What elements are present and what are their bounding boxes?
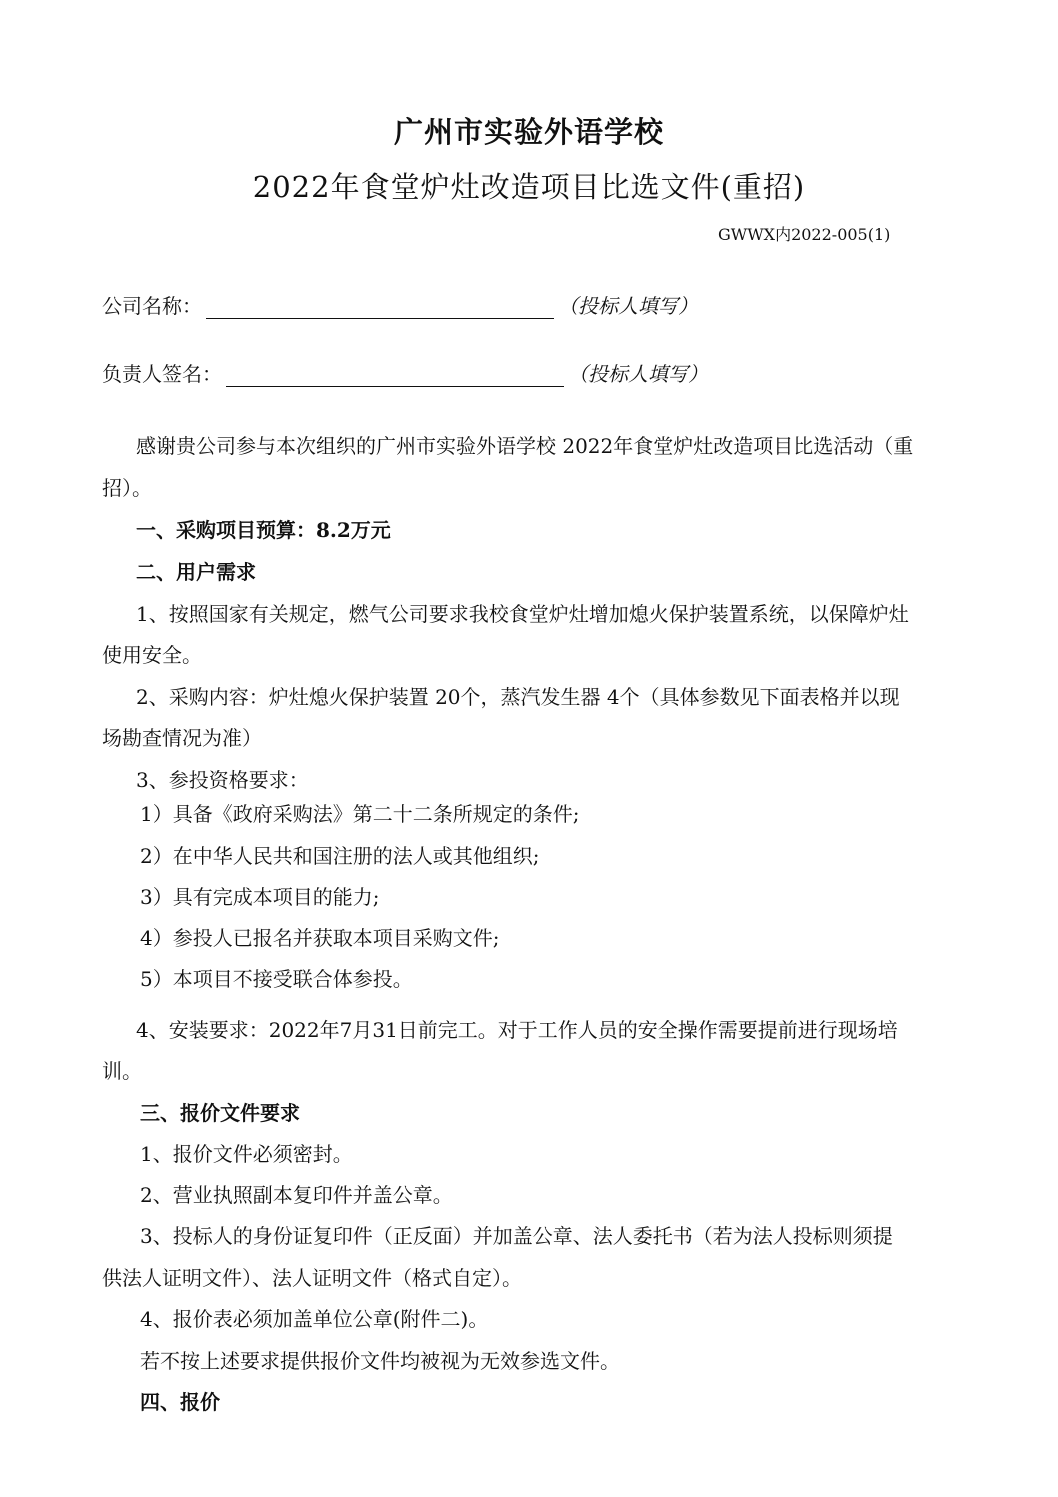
requirement-3-heading: 3、参投资格要求： xyxy=(136,768,309,792)
qualification-item-3: 3）具有完成本项目的能力; xyxy=(140,885,380,909)
section-budget-heading: 一、采购项目预算：8.2万元 xyxy=(136,518,391,542)
quote-doc-item-2: 2、营业执照副本复印件并盖公章。 xyxy=(140,1183,453,1207)
qualification-item-2: 2）在中华人民共和国注册的法人或其他组织; xyxy=(140,844,540,868)
requirement-4-line-2: 训。 xyxy=(102,1059,142,1083)
signer-label: 负责人签名： xyxy=(102,362,222,386)
quote-doc-item-3-line-1: 3、投标人的身份证复印件（正反面）并加盖公章、法人委托书（若为法人投标则须提 xyxy=(140,1224,893,1248)
signer-blank[interactable] xyxy=(226,364,564,387)
document-code: GWWX内2022-005(1) xyxy=(718,225,891,244)
requirement-2-line-1: 2、采购内容：炉灶熄火保护装置 20个，蒸汽发生器 4个（具体参数见下面表格并以现 xyxy=(136,685,900,709)
requirement-1-line-1: 1、按照国家有关规定，燃气公司要求我校食堂炉灶增加熄火保护装置系统，以保障炉灶 xyxy=(136,602,909,626)
signer-row xyxy=(102,358,708,387)
intro-line-2: 招）。 xyxy=(102,476,152,500)
quote-doc-item-3-line-2: 供法人证明文件）、法人证明文件（格式自定）。 xyxy=(102,1266,522,1290)
requirement-1-line-2: 使用安全。 xyxy=(102,643,202,667)
company-name-hint: （投标人填写） xyxy=(558,294,698,318)
company-name-label: 公司名称： xyxy=(102,294,202,318)
document-subtitle: 2022年食堂炉灶改造项目比选文件(重招) xyxy=(252,170,806,204)
section-requirements-heading: 二、用户需求 xyxy=(136,560,256,584)
quote-doc-note: 若不按上述要求提供报价文件均被视为无效参选文件。 xyxy=(140,1349,620,1373)
quote-doc-item-1: 1、报价文件必须密封。 xyxy=(140,1142,353,1166)
company-name-row xyxy=(102,290,698,319)
requirement-2-line-2: 场勘查情况为准） xyxy=(102,726,262,750)
section-quote-heading: 四、报价 xyxy=(140,1390,220,1414)
qualification-item-4: 4）参投人已报名并获取本项目采购文件; xyxy=(140,926,500,950)
document-title: 广州市实验外语学校 xyxy=(393,115,664,149)
intro-line-1: 感谢贵公司参与本次组织的广州市实验外语学校 2022年食堂炉灶改造项目比选活动（重 xyxy=(136,434,914,458)
qualification-item-5: 5）本项目不接受联合体参投。 xyxy=(140,967,413,991)
signer-hint: （投标人填写） xyxy=(568,362,708,386)
qualification-item-1: 1）具备《政府采购法》第二十二条所规定的条件; xyxy=(140,802,580,826)
company-name-blank[interactable] xyxy=(206,296,554,319)
quote-doc-item-4: 4、报价表必须加盖单位公章(附件二)。 xyxy=(140,1307,489,1331)
section-quote-docs-heading: 三、报价文件要求 xyxy=(140,1101,300,1125)
requirement-4-line-1: 4、安装要求：2022年7月31日前完工。对于工作人员的安全操作需要提前进行现场培 xyxy=(136,1018,898,1042)
